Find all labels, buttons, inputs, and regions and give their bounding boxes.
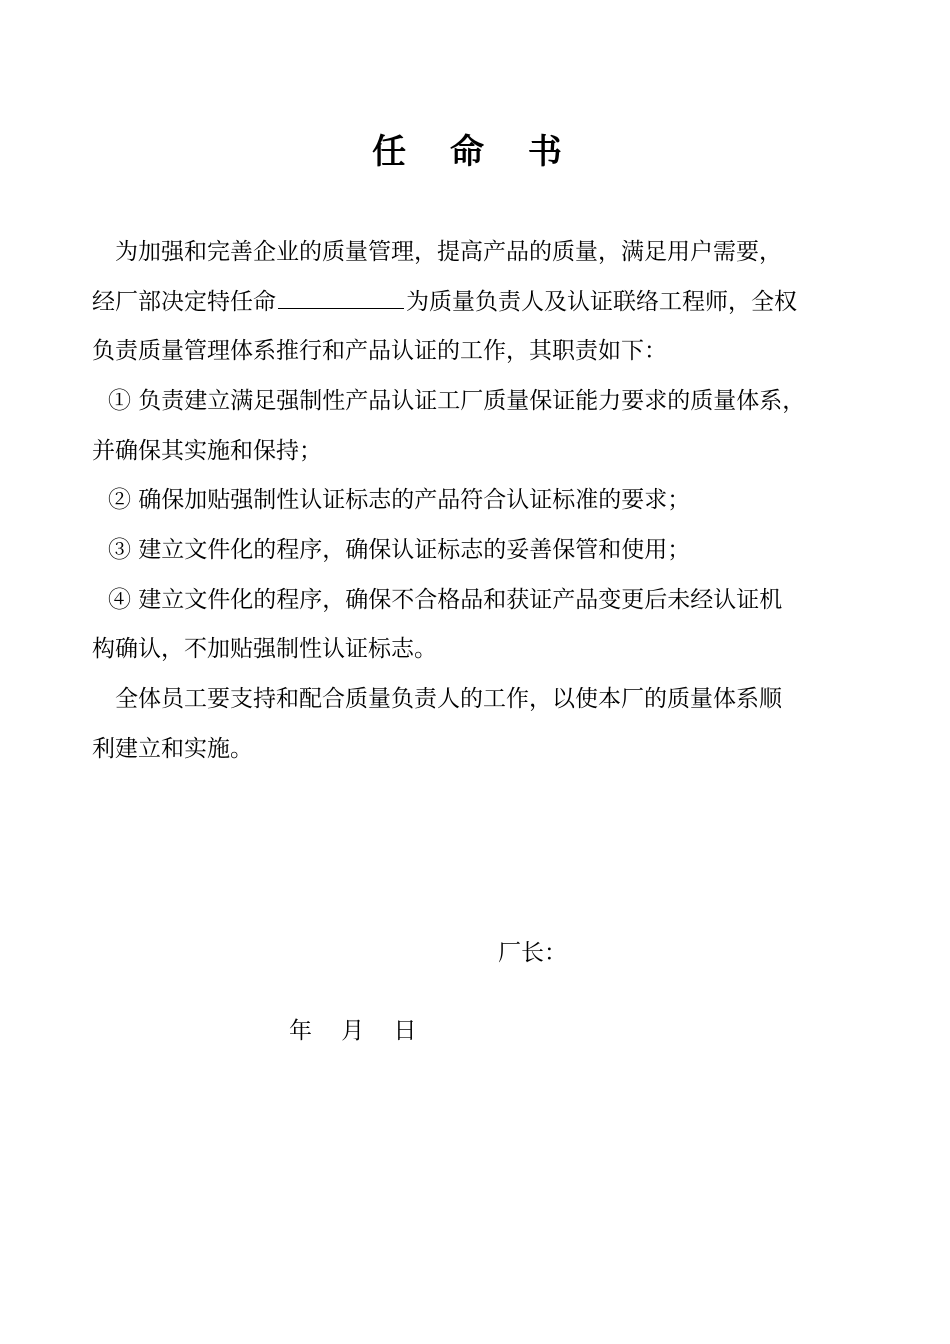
duty-item-1-line-2: 并确保其实施和保持； (92, 438, 322, 464)
paragraph-1-line-1: 为加强和完善企业的质量管理，提高产品的质量，满足用户需要， (115, 239, 782, 265)
factory-director-signature-label: 厂长： (498, 940, 567, 966)
appointee-name-blank[interactable] (278, 286, 404, 309)
duty-item-3: ③ 建立文件化的程序，确保认证标志的妥善保管和使用； (108, 537, 691, 563)
paragraph-2-line-1: 全体员工要支持和配合质量负责人的工作，以使本厂的质量体系顺 (115, 686, 782, 712)
paragraph-2-line-2: 利建立和实施。 (92, 736, 253, 762)
date-line: 年 月 日 (289, 1018, 417, 1044)
document-title: 任 命 书 (372, 132, 578, 172)
duty-item-4-line-2: 构确认，不加贴强制性认证标志。 (92, 636, 437, 662)
paragraph-1-line-2-end: 为质量负责人及认证联络工程师，全权 (406, 289, 797, 315)
duty-item-1-line-1: ① 负责建立满足强制性产品认证工厂质量保证能力要求的质量体系， (108, 388, 806, 414)
duty-item-4-line-1: ④ 建立文件化的程序，确保不合格品和获证产品变更后未经认证机 (108, 587, 783, 613)
duty-item-2: ② 确保加贴强制性认证标志的产品符合认证标准的要求； (108, 487, 691, 513)
paragraph-1-line-2 (92, 286, 797, 317)
paragraph-1-line-2-start: 经厂部决定特任命 (92, 289, 276, 315)
paragraph-1-line-3: 负责质量管理体系推行和产品认证的工作，其职责如下： (92, 338, 667, 364)
